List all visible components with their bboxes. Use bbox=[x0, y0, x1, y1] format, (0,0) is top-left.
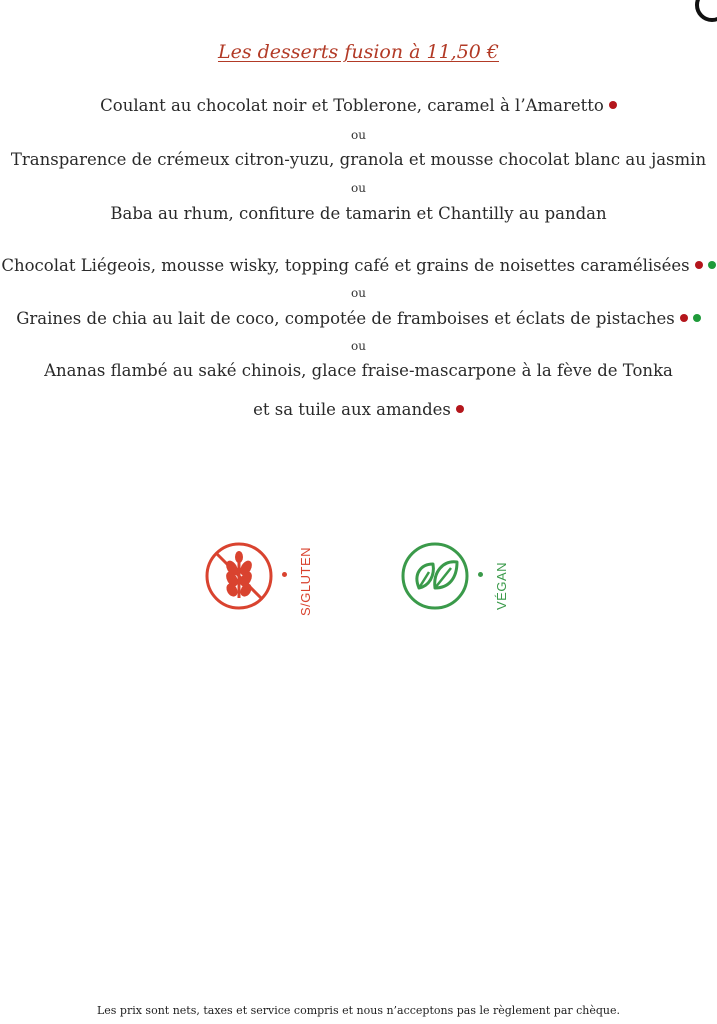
vegan-legend-dot bbox=[478, 572, 483, 577]
gluten-free-dot bbox=[609, 101, 617, 109]
gluten-free-label: S/GLUTEN bbox=[298, 546, 313, 616]
dessert-item bbox=[0, 150, 717, 169]
dessert-name: Coulant au chocolat noir et Toblerone, caramel à l’Amaretto bbox=[100, 96, 604, 115]
separator: ou bbox=[351, 339, 366, 353]
vegan-dot bbox=[708, 261, 716, 269]
dessert-item bbox=[0, 204, 717, 223]
separator: ou bbox=[351, 181, 366, 195]
gluten-free-dot bbox=[456, 405, 464, 413]
dessert-item bbox=[0, 96, 717, 115]
vegan-dot bbox=[693, 314, 701, 322]
dessert-name: et sa tuile aux amandes bbox=[253, 400, 451, 419]
dessert-item bbox=[0, 256, 717, 275]
dessert-name: Baba au rhum, confiture de tamarin et Chantilly au pandan bbox=[110, 204, 607, 223]
leaves-icon bbox=[399, 540, 471, 612]
separator: ou bbox=[351, 286, 366, 300]
corner-circle-decoration bbox=[695, 0, 717, 22]
dessert-item-continuation bbox=[0, 400, 717, 419]
dessert-name: Chocolat Liégeois, mousse wisky, topping café et grains de noisettes caramélisées bbox=[1, 256, 690, 275]
dessert-name: Graines de chia au lait de coco, compotée de framboises et éclats de pistaches bbox=[16, 309, 675, 328]
gluten-free-dot bbox=[695, 261, 703, 269]
gluten-free-legend bbox=[203, 540, 333, 620]
gluten-free-dot bbox=[680, 314, 688, 322]
dessert-item bbox=[0, 309, 717, 328]
no-wheat-icon bbox=[203, 540, 275, 612]
menu-title: Les desserts fusion à 11,50 € bbox=[217, 41, 499, 63]
gluten-free-legend-dot bbox=[282, 572, 287, 577]
dessert-name: Transparence de crémeux citron-yuzu, granola et mousse chocolat blanc au jasmin bbox=[10, 150, 707, 169]
vegan-label: VÉGAN bbox=[494, 561, 509, 610]
dessert-item bbox=[0, 361, 717, 380]
vegan-legend bbox=[399, 540, 529, 620]
separator: ou bbox=[351, 128, 366, 142]
dessert-name: Ananas flambé au saké chinois, glace fraise-mascarpone à la fève de Tonka bbox=[44, 361, 673, 380]
footer-note: Les prix sont nets, taxes et service compris et nous n’acceptons pas le règlement par chèque. bbox=[96, 1004, 621, 1017]
